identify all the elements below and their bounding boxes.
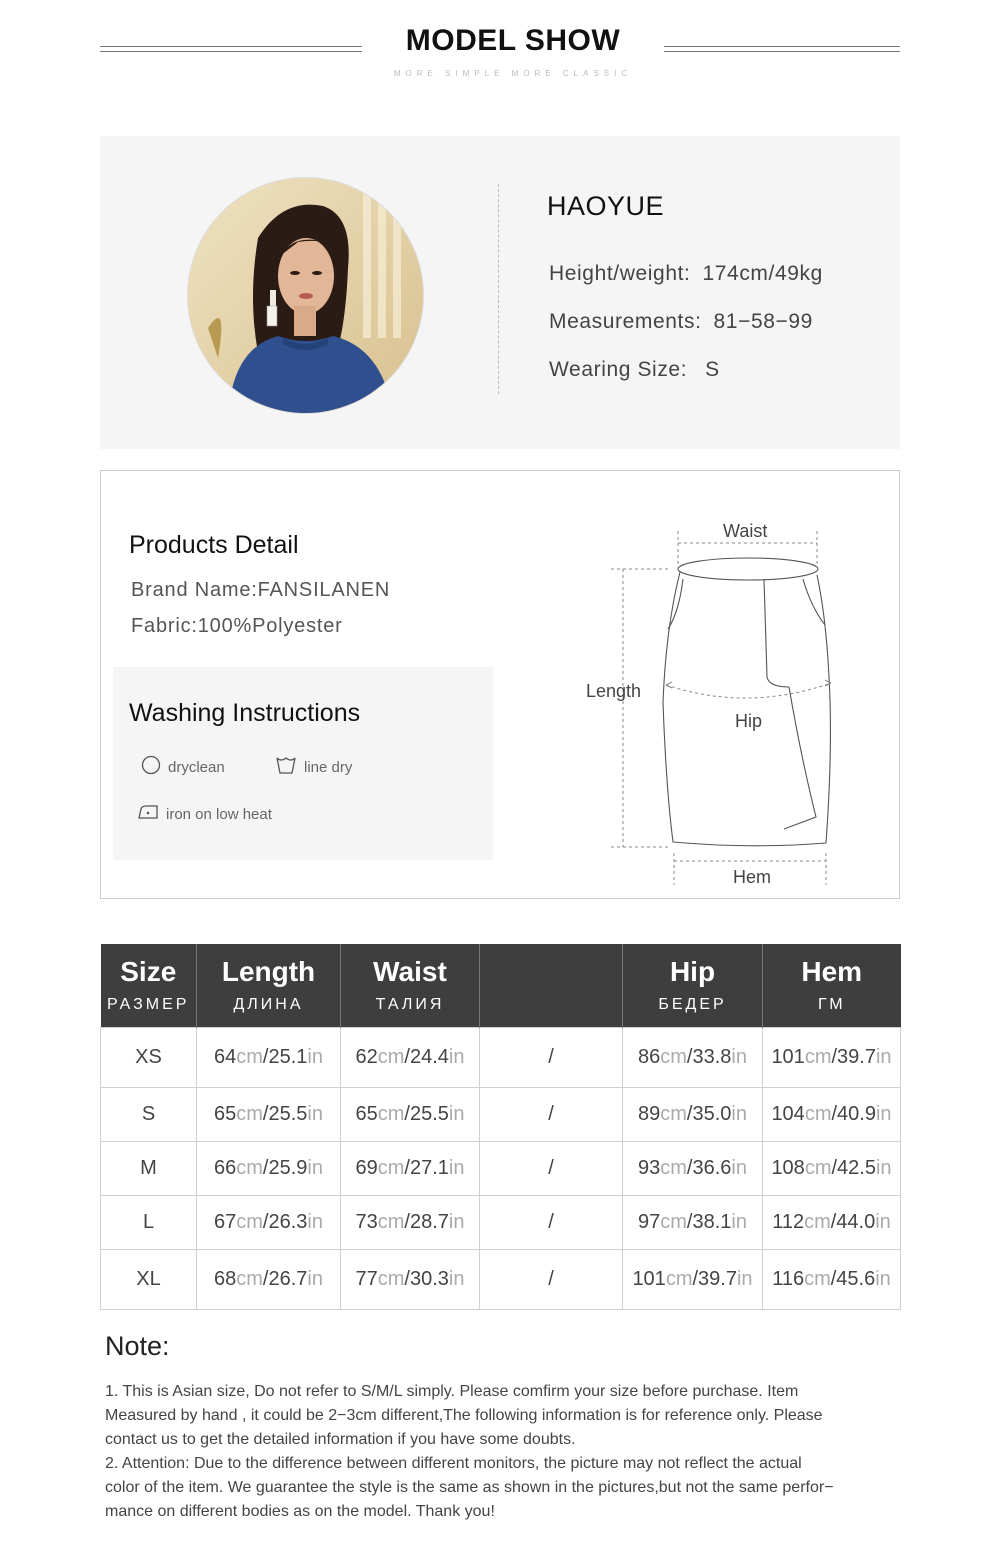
wearing-size-row	[549, 358, 720, 382]
model-avatar	[187, 177, 424, 414]
cell-waist: 62cm/24.4in	[341, 1027, 480, 1087]
cell-size: L	[101, 1195, 197, 1249]
height-weight-label: Height/weight:	[549, 262, 691, 285]
diagram-label-waist: Waist	[723, 521, 768, 541]
height-weight-value: 174cm/49kg	[702, 262, 823, 285]
section-title: MODEL SHOW	[405, 24, 621, 57]
cell-waist: 77cm/30.3in	[341, 1249, 480, 1309]
wash-item-label: iron on low heat	[166, 805, 272, 823]
note-line: color of the item. We guarantee the style is the same as shown in the pictures,but not the same perfor−	[105, 1479, 834, 1496]
table-row	[101, 1141, 901, 1195]
header-hem: Hem ГМ	[763, 944, 901, 1027]
cell-size: XS	[101, 1027, 197, 1087]
cell-waist: 69cm/27.1in	[341, 1141, 480, 1195]
table-row	[101, 1249, 901, 1309]
cell-hip: 86cm/33.8in	[623, 1027, 763, 1087]
cell-blank: /	[480, 1141, 623, 1195]
header-blank	[480, 944, 623, 1027]
table-row	[101, 1027, 901, 1087]
cell-blank: /	[480, 1087, 623, 1141]
note-line: 1. This is Asian size, Do not refer to S/M/L simply. Please comfirm your size before purchase. Item	[105, 1383, 799, 1400]
wash-item-dryclean	[141, 755, 225, 779]
header-waist: Waist ТАЛИЯ	[341, 944, 480, 1027]
brand-name: Brand Name:FANSILANEN	[131, 579, 391, 601]
cell-hip: 93cm/36.6in	[623, 1141, 763, 1195]
note-line: mance on different bodies as on the model. Thank you!	[105, 1503, 495, 1520]
fabric-info: Fabric:100%Polyester	[131, 615, 343, 637]
model-portrait-image	[188, 178, 424, 414]
wash-item-line-dry	[275, 755, 352, 779]
section-subtitle: MORE SIMPLE MORE CLASSIC	[393, 69, 633, 78]
cell-length: 66cm/25.9in	[197, 1141, 341, 1195]
wash-item-label: dryclean	[168, 758, 225, 776]
diagram-label-length: Length	[586, 681, 642, 701]
cell-hem: 116cm/45.6in	[763, 1249, 901, 1309]
diagram-label-hem: Hem	[733, 867, 772, 887]
cell-size: XL	[101, 1249, 197, 1309]
model-name: HAOYUE	[547, 191, 665, 221]
vertical-divider	[498, 184, 499, 394]
tub-icon	[275, 755, 297, 779]
note-title: Note:	[105, 1331, 170, 1361]
cell-hip: 97cm/38.1in	[623, 1195, 763, 1249]
header-length: Length ДЛИНА	[197, 944, 341, 1027]
cell-blank: /	[480, 1249, 623, 1309]
note-line: 2. Attention: Due to the difference between different monitors, the picture may not reflect the actual	[105, 1455, 802, 1472]
iron-icon	[137, 803, 159, 825]
products-detail-title: Products Detail	[129, 531, 299, 559]
cell-size: M	[101, 1141, 197, 1195]
cell-length: 64cm/25.1in	[197, 1027, 341, 1087]
note-line: Measured by hand , it could be 2−3cm different,The following information is for reference only. Please	[105, 1407, 823, 1424]
model-info-panel	[100, 136, 900, 449]
size-chart-table	[100, 944, 901, 1310]
table-row	[101, 1195, 901, 1249]
measurements-value: 81−58−99	[713, 310, 813, 333]
cell-length: 67cm/26.3in	[197, 1195, 341, 1249]
cell-hip: 101cm/39.7in	[623, 1249, 763, 1309]
note-text	[105, 1380, 905, 1524]
cell-hem: 101cm/39.7in	[763, 1027, 901, 1087]
wearing-size-value: S	[705, 358, 720, 381]
cell-waist: 65cm/25.5in	[341, 1087, 480, 1141]
cell-blank: /	[480, 1195, 623, 1249]
table-row	[101, 1087, 901, 1141]
diagram-label-hip: Hip	[735, 711, 763, 731]
cell-hem: 108cm/42.5in	[763, 1141, 901, 1195]
cell-hip: 89cm/35.0in	[623, 1087, 763, 1141]
wash-item-label: line dry	[304, 758, 353, 776]
wearing-size-label: Wearing Size:	[549, 358, 688, 381]
measurements-row	[549, 310, 813, 334]
cell-waist: 73cm/28.7in	[341, 1195, 480, 1249]
washing-instructions-box	[113, 667, 493, 860]
header-rule-left	[100, 46, 362, 52]
cell-length: 65cm/25.5in	[197, 1087, 341, 1141]
skirt-measurement-diagram	[571, 517, 871, 897]
header-hip: Hip БЕДЕР	[623, 944, 763, 1027]
cell-blank: /	[480, 1027, 623, 1087]
product-detail-panel	[100, 470, 900, 899]
section-header	[0, 0, 1000, 110]
note-line: contact us to get the detailed information if you have some doubts.	[105, 1431, 576, 1448]
header-rule-right	[664, 46, 900, 52]
circle-icon	[141, 755, 161, 779]
measurements-label: Measurements:	[549, 310, 702, 333]
cell-hem: 112cm/44.0in	[763, 1195, 901, 1249]
height-weight-row	[549, 262, 823, 286]
wash-item-iron	[137, 803, 272, 825]
cell-length: 68cm/26.7in	[197, 1249, 341, 1309]
table-header-row	[101, 944, 901, 1027]
header-size: Size РАЗМЕР	[101, 944, 197, 1027]
cell-hem: 104cm/40.9in	[763, 1087, 901, 1141]
washing-instructions-title: Washing Instructions	[129, 699, 361, 727]
cell-size: S	[101, 1087, 197, 1141]
